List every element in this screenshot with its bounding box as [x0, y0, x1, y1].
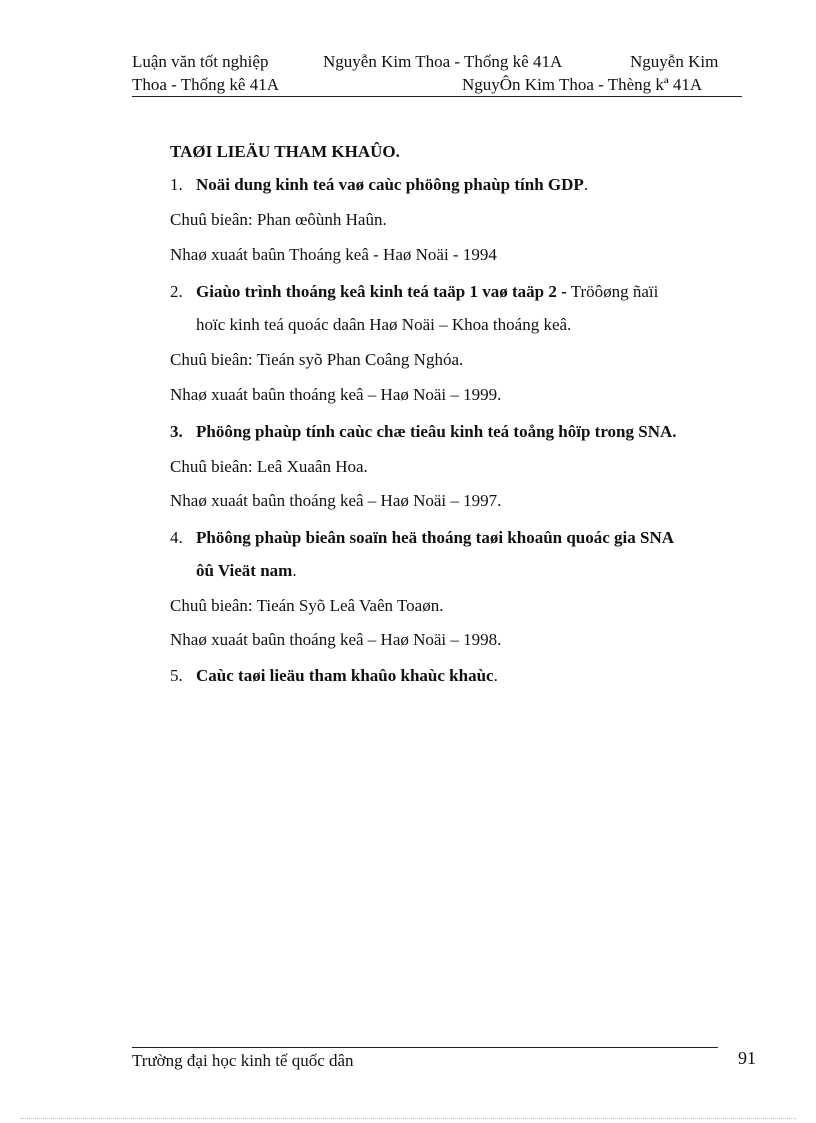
footer-school: Trường đại học kinh tế quốc dân — [132, 1051, 354, 1070]
ref-2-title-line — [170, 282, 658, 302]
ref-3-title-line — [170, 422, 677, 442]
ref-3-publisher: Nhaø xuaát baûn thoáng keâ – Haø Noäi – 1997. — [170, 491, 502, 510]
ref-title: Caùc taøi lieäu tham khaûo khaùc khaùc — [196, 666, 494, 685]
ref-2-editor: Chuû bieân: Tieán syõ Phan Coâng Nghóa. — [170, 350, 464, 369]
ref-3-editor: Chuû bieân: Leâ Xuaân Hoa. — [170, 457, 368, 476]
ref-title-tail: . — [292, 561, 297, 580]
ref-title-cont: ôû Vieät nam — [196, 561, 293, 580]
ref-title: Giaùo trình thoáng keâ kinh teá taäp 1 vaø taäp 2 - — [196, 282, 567, 301]
ref-1-editor: Chuû bieân: Phan œôùnh Haûn. — [170, 210, 387, 229]
ref-title: Phöông phaùp bieân soaïn heä thoáng taøi khoaûn quoác gia SNA — [196, 528, 675, 547]
ref-5-title-line — [170, 666, 498, 686]
ref-4-editor: Chuû bieân: Tieán Syõ Leâ Vaên Toaøn. — [170, 596, 444, 615]
header-rule — [132, 96, 742, 97]
ref-number: 3. — [170, 422, 183, 441]
ref-2-publisher: Nhaø xuaát baûn thoáng keâ – Haø Noäi – 1999. — [170, 385, 502, 404]
page-number: 91 — [738, 1048, 756, 1068]
ref-4-title-line — [170, 528, 674, 548]
header-thesis-label: Luận văn tốt nghiệp — [132, 52, 269, 71]
header-author-garbled: NguyÔn Kim Thoa - Thèng kª 41A — [462, 75, 703, 94]
ref-title-rest: Tröôøng ñaïi — [566, 282, 659, 301]
footer-rule — [132, 1047, 718, 1048]
ref-number: 5. — [170, 666, 183, 685]
ref-title-tail: . — [493, 666, 498, 685]
ref-1-publisher: Nhaø xuaát baûn Thoáng keâ - Haø Noäi - 1994 — [170, 245, 497, 264]
ref-number: 4. — [170, 528, 183, 547]
header-class: Thoa - Thống kê 41A — [132, 75, 279, 94]
header-author-repeat: Nguyễn Kim — [630, 52, 719, 71]
ref-1-title-line — [170, 175, 588, 195]
header-author: Nguyễn Kim Thoa - Thống kê 41A — [323, 52, 563, 71]
ref-title: Noäi dung kinh teá vaø caùc phöông phaùp tính GDP — [196, 175, 584, 194]
ref-2-title-cont: hoïc kinh teá quoác daân Haø Noäi – Khoa thoáng keâ. — [196, 315, 572, 334]
ref-4-publisher: Nhaø xuaát baûn thoáng keâ – Haø Noäi – 1998. — [170, 630, 502, 649]
ref-number: 1. — [170, 175, 183, 194]
page-bottom-dotted-line — [20, 1118, 796, 1119]
references-title: TAØI LIEÄU THAM KHAÛO. — [170, 142, 400, 161]
ref-title: Phöông phaùp tính caùc chæ tieâu kinh teá toång hôïp trong SNA. — [196, 422, 677, 441]
ref-title-tail: . — [583, 175, 589, 194]
ref-4-title-cont — [196, 561, 297, 581]
ref-number: 2. — [170, 282, 183, 301]
